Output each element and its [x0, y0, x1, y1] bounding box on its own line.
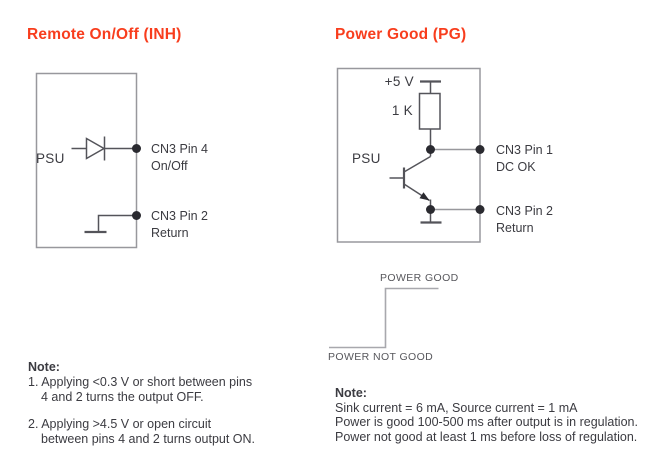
pin2-node-dot-left: [132, 211, 141, 220]
power-good-waveform: [329, 289, 439, 348]
pin2-label-left: [151, 208, 208, 242]
note-line: Sink current = 6 mA, Source current = 1 mA: [335, 400, 578, 415]
psu-label-right: PSU: [352, 151, 381, 166]
pin-function: Return: [151, 226, 189, 240]
note-heading: Note:: [28, 360, 60, 374]
power-not-good-label: POWER NOT GOOD: [328, 351, 434, 363]
pin-name: CN3 Pin 2: [151, 209, 208, 223]
npn-transistor-icon: [390, 150, 431, 210]
pin-function: Return: [496, 221, 534, 235]
note-line: 1. Applying <0.3 V or short between pins: [28, 375, 253, 389]
pin4-node-dot: [132, 144, 141, 153]
pin2-label-right: [496, 203, 553, 237]
left-note: [28, 360, 255, 447]
note-heading: Note:: [335, 386, 367, 400]
pin2-node-dot-right: [476, 205, 485, 214]
power-good-label: POWER GOOD: [380, 272, 459, 284]
pin-function: DC OK: [496, 160, 536, 174]
pin1-label: [496, 142, 553, 176]
collector-node-dot: [426, 145, 435, 154]
pin-name: CN3 Pin 2: [496, 204, 553, 218]
diode-icon: [72, 137, 137, 161]
note-line: 4 and 2 turns the output OFF.: [41, 390, 204, 404]
note-line: between pins 4 and 2 turns output ON.: [41, 432, 256, 446]
right-note: [335, 386, 638, 444]
psu-label-left: PSU: [36, 151, 65, 166]
supply-rail-icon: [420, 82, 441, 94]
supply-voltage-label: +5 V: [384, 74, 414, 89]
ground-icon: [85, 216, 137, 233]
resistor-value-label: 1 K: [391, 103, 413, 118]
note-line: Power not good at least 1 ms before loss of regulation.: [335, 429, 638, 444]
pin4-label: [151, 141, 208, 175]
pin-name: CN3 Pin 1: [496, 143, 553, 157]
left-diagram-title: Remote On/Off (INH): [27, 26, 182, 43]
resistor-icon: [420, 94, 441, 150]
pin-name: CN3 Pin 4: [151, 142, 208, 156]
right-diagram-title: Power Good (PG): [335, 26, 467, 43]
pin1-node-dot: [476, 145, 485, 154]
emitter-node-dot: [426, 205, 435, 214]
note-line: 2. Applying >4.5 V or open circuit: [28, 417, 212, 431]
pin-function: On/Off: [151, 159, 188, 173]
note-line: Power is good 100-500 ms after output is in regulation.: [335, 415, 638, 429]
